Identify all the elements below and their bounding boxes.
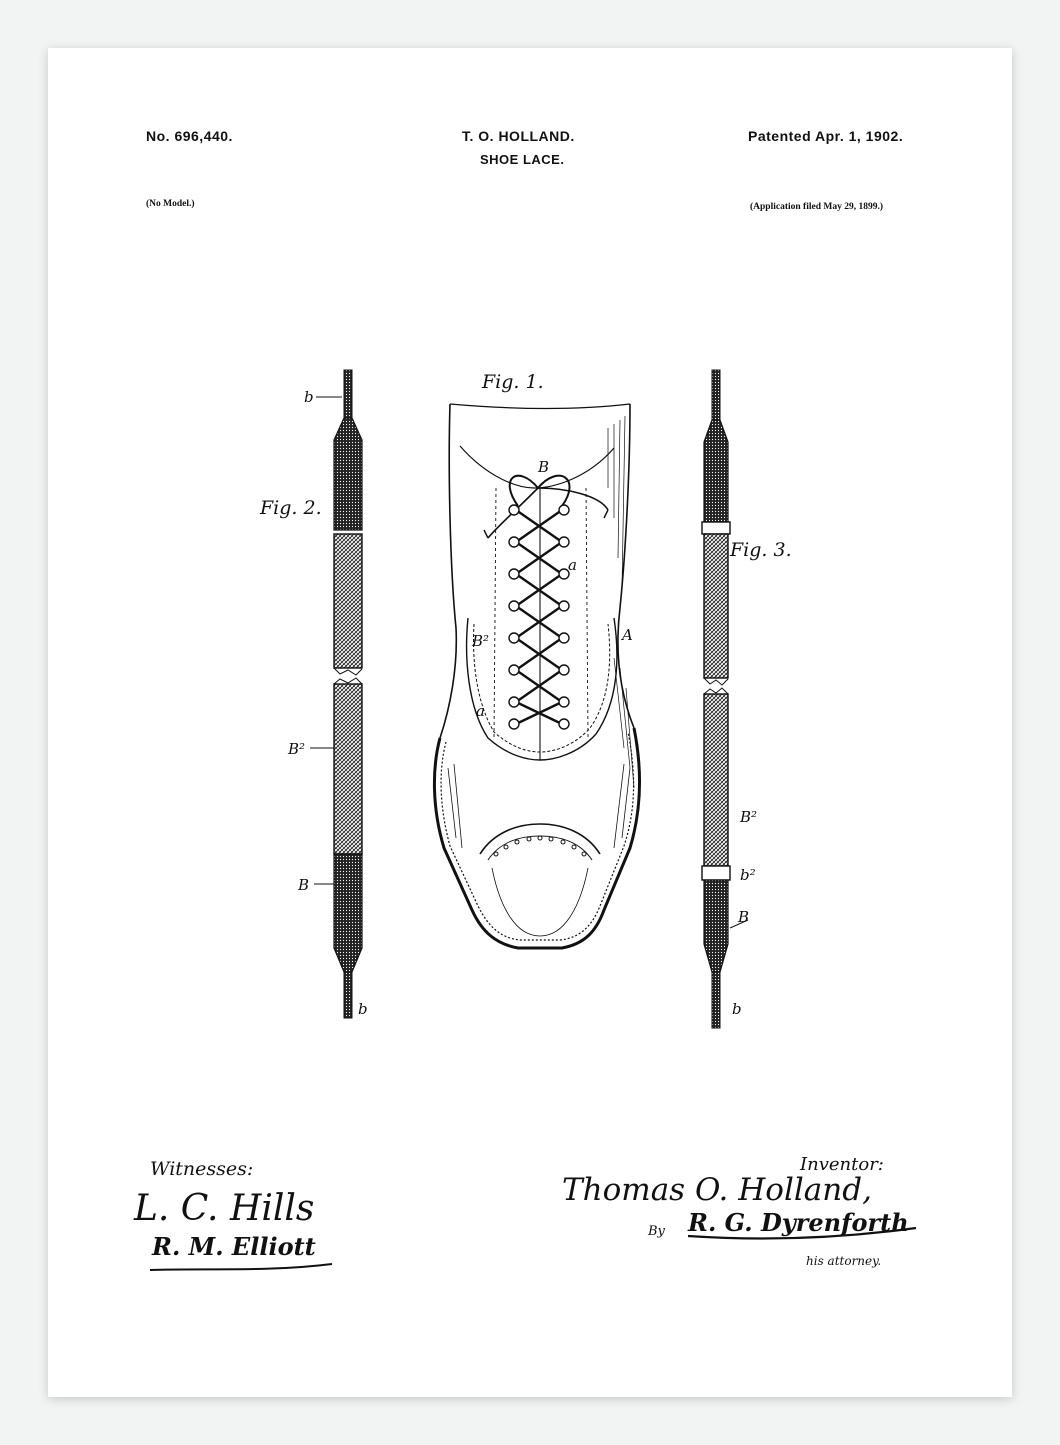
fig3-label: Fig. 3. [730, 539, 792, 561]
application-note: (Application filed May 29, 1899.) [750, 202, 883, 212]
by-label: By [648, 1224, 665, 1239]
fig3-ref-b-bottom: b [732, 1000, 742, 1018]
attorney-signature: R. G. Dyrenforth [688, 1208, 909, 1237]
fig1-ref-a-upper: a [568, 556, 577, 574]
model-note: (No Model.) [146, 199, 195, 209]
inventor-heading: T. O. HOLLAND. [462, 128, 575, 144]
fig2-ref-b-top: b [304, 388, 314, 406]
patent-number: No. 696,440. [146, 128, 233, 144]
patent-sheet [48, 48, 1012, 1397]
fig2-ref-b-bottom: b [358, 1000, 368, 1018]
fig3-ref-b: B [738, 908, 750, 926]
inventor-label: Inventor: [800, 1154, 884, 1175]
fig2-ref-b2: B² [288, 740, 306, 758]
fig3-lace [702, 370, 730, 1028]
fig1-ref-B: B [538, 458, 550, 476]
fig2-label: Fig. 2. [260, 497, 322, 519]
patent-title: SHOE LACE. [480, 152, 565, 167]
witness-signature-1: L. C. Hills [134, 1188, 315, 1229]
fig1-ref-a-lower: a [476, 702, 485, 720]
fig1-ref-B2: B² [472, 632, 490, 650]
fig3-ref-b2-small: b² [740, 866, 756, 884]
inventor-signature: Thomas O. Holland, [562, 1172, 872, 1208]
fig2-lace [334, 370, 362, 1018]
witnesses-label: Witnesses: [150, 1158, 254, 1180]
fig1-ref-A: A [622, 626, 633, 644]
witness-signature-2: R. M. Elliott [152, 1232, 316, 1261]
fig1-eyelets [509, 505, 569, 729]
patented-date: Patented Apr. 1, 1902. [748, 128, 904, 144]
fig2-ref-b: B [298, 876, 310, 894]
fig1-laces [484, 476, 608, 724]
attorney-label: his attorney. [806, 1254, 882, 1268]
fig3-ref-b2: B² [740, 808, 758, 826]
fig1-label: Fig. 1. [482, 371, 544, 393]
